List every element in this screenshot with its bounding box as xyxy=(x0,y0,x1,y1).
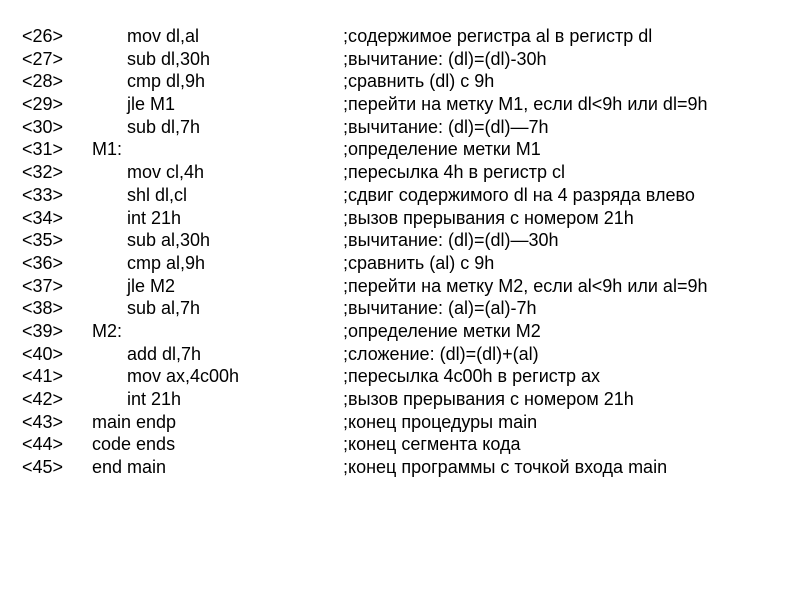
listing-line xyxy=(0,433,800,456)
line-instruction: cmp al,9h xyxy=(127,252,206,273)
line-comment: ;пересылка 4h в регистр cl xyxy=(343,162,565,183)
listing-line xyxy=(0,275,800,298)
line-instruction: shl dl,cl xyxy=(127,184,188,205)
line-number: <37> xyxy=(22,275,64,296)
listing-line xyxy=(0,320,800,343)
listing-line xyxy=(0,138,800,161)
line-instruction: sub dl,30h xyxy=(127,48,211,69)
line-instruction: int 21h xyxy=(127,207,182,228)
line-number: <33> xyxy=(22,184,64,205)
listing-line xyxy=(0,229,800,252)
listing-line xyxy=(0,161,800,184)
line-comment: ;пересылка 4c00h в регистр ax xyxy=(343,366,601,387)
line-number: <31> xyxy=(22,139,64,160)
line-instruction: sub al,30h xyxy=(127,230,211,251)
listing-line xyxy=(0,411,800,434)
line-comment: ;содержимое регистра al в регистр dl xyxy=(343,26,653,46)
listing-line xyxy=(0,48,800,71)
line-number: <39> xyxy=(22,320,64,341)
line-instruction: mov cl,4h xyxy=(127,162,205,183)
line-number: <40> xyxy=(22,343,64,364)
line-comment: ;конец сегмента кода xyxy=(343,434,521,455)
line-number: <28> xyxy=(22,71,64,92)
line-comment: ;вызов прерывания с номером 21h xyxy=(343,389,634,409)
line-instruction: mov dl,al xyxy=(127,26,200,46)
line-number: <44> xyxy=(22,434,64,455)
line-label: main endp xyxy=(92,411,177,432)
line-comment: ;конец программы с точкой входа main xyxy=(343,457,668,478)
listing-line xyxy=(0,252,800,275)
line-comment: ;определение метки M2 xyxy=(343,320,541,341)
listing-line xyxy=(0,207,800,230)
line-comment: ;вычитание: (dl)=(dl)—7h xyxy=(343,116,549,137)
line-label: end main xyxy=(92,457,167,478)
line-label: code ends xyxy=(92,434,176,455)
line-comment: ;конец процедуры main xyxy=(343,411,538,432)
line-instruction: sub dl,7h xyxy=(127,116,201,137)
line-number: <38> xyxy=(22,298,64,319)
line-number: <36> xyxy=(22,252,64,273)
listing-line xyxy=(0,388,800,411)
line-instruction: cmp dl,9h xyxy=(127,71,206,92)
line-comment: ;перейти на метку M1, если dl<9h или dl=9h xyxy=(343,94,708,115)
listing-line xyxy=(0,70,800,93)
line-comment: ;перейти на метку M2, если al<9h или al=9h xyxy=(343,275,708,296)
listing-line xyxy=(0,116,800,139)
line-number: <34> xyxy=(22,207,64,228)
line-comment: ;вызов прерывания с номером 21h xyxy=(343,207,634,228)
line-comment: ;сложение: (dl)=(dl)+(al) xyxy=(343,343,539,364)
line-number: <29> xyxy=(22,94,64,115)
line-label: M1: xyxy=(92,139,123,160)
line-instruction: sub al,7h xyxy=(127,298,201,319)
line-number: <45> xyxy=(22,457,64,478)
line-instruction: jle M1 xyxy=(127,94,176,115)
listing-line xyxy=(0,93,800,116)
line-number: <26> xyxy=(22,26,64,46)
line-number: <30> xyxy=(22,116,64,137)
line-comment: ;вычитание: (dl)=(dl)-30h xyxy=(343,48,547,69)
line-comment: ;вычитание: (dl)=(dl)—30h xyxy=(343,230,559,251)
line-comment: ;вычитание: (al)=(al)-7h xyxy=(343,298,537,319)
line-instruction: add dl,7h xyxy=(127,343,202,364)
line-number: <27> xyxy=(22,48,64,69)
line-number: <43> xyxy=(22,411,64,432)
listing-line xyxy=(0,297,800,320)
line-comment: ;сравнить (al) с 9h xyxy=(343,252,495,273)
line-label: M2: xyxy=(92,320,123,341)
line-instruction: int 21h xyxy=(127,389,182,409)
listing-line xyxy=(0,365,800,388)
listing-line xyxy=(0,343,800,366)
line-comment: ;определение метки M1 xyxy=(343,139,541,160)
line-number: <41> xyxy=(22,366,64,387)
line-number: <42> xyxy=(22,389,64,409)
line-comment: ;сравнить (dl) с 9h xyxy=(343,71,495,92)
listing-line xyxy=(0,184,800,207)
line-comment: ;сдвиг содержимого dl на 4 разряда влево xyxy=(343,184,695,205)
code-listing xyxy=(0,25,800,479)
line-number: <32> xyxy=(22,162,64,183)
listing-line xyxy=(0,456,800,479)
line-instruction: mov ax,4c00h xyxy=(127,366,240,387)
line-instruction: jle M2 xyxy=(127,275,176,296)
line-number: <35> xyxy=(22,230,64,251)
listing-line xyxy=(0,25,800,48)
